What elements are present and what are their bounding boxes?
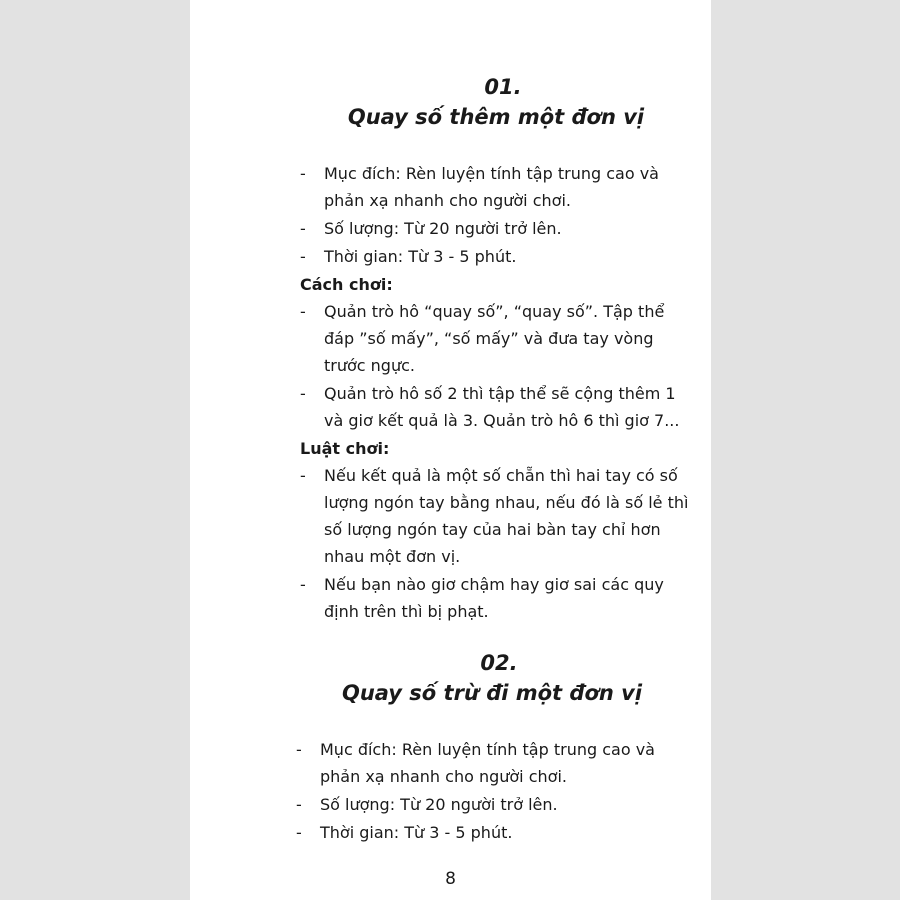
bullet-dash: - [300,384,306,403]
game-info-list [300,160,692,270]
bullet-dash: - [300,247,306,266]
game-info-list [296,736,688,846]
game-number: 02. [480,651,518,675]
game-title: Quay số thêm một đơn vị [347,105,645,129]
rules-heading: Luật chơi: [300,439,390,458]
list-item [296,791,688,818]
info-purpose: Mục đích: Rèn luyện tính tập trung cao và phản xạ nhanh cho người chơi. [320,740,655,786]
list-item [300,243,692,270]
info-purpose: Mục đích: Rèn luyện tính tập trung cao và phản xạ nhanh cho người chơi. [324,164,659,210]
page-number: 8 [445,869,456,889]
list-item [296,819,688,846]
rules-list [300,462,692,625]
list-item [300,571,692,625]
game-number: 01. [484,75,522,99]
list-item [300,462,692,570]
bullet-dash: - [296,823,302,842]
game-section-1 [300,72,692,626]
game-title: Quay số trừ đi một đơn vị [341,681,643,705]
list-item [300,215,692,242]
list-item [300,160,692,214]
rule-text: Nếu kết quả là một số chẵn thì hai tay có số lượng ngón tay bằng nhau, nếu đó là số lẻ thì số lượng ngón tay của hai bàn tay chỉ hơn nhau một đơn vị. [324,466,689,566]
rule-text: Nếu bạn nào giơ chậm hay giơ sai các quy định trên thì bị phạt. [324,575,664,621]
how-to-play-step: Quản trò hô số 2 thì tập thể sẽ cộng thêm 1 và giơ kết quả là 3. Quản trò hô 6 thì giơ 7... [324,384,680,430]
how-to-play-heading: Cách chơi: [300,275,393,294]
bullet-dash: - [300,219,306,238]
bullet-dash: - [296,795,302,814]
book-page [190,0,711,900]
bullet-dash: - [300,575,306,594]
info-duration: Thời gian: Từ 3 - 5 phút. [320,823,513,842]
list-item [300,298,692,379]
info-players: Số lượng: Từ 20 người trở lên. [324,219,562,238]
how-to-play-step: Quản trò hô “quay số”, “quay số”. Tập thể đáp ”số mấy”, “số mấy” và đưa tay vòng trước ngực. [324,302,665,375]
bullet-dash: - [300,466,306,485]
game-section-2 [296,648,688,847]
bullet-dash: - [300,302,306,321]
list-item [300,380,692,434]
info-duration: Thời gian: Từ 3 - 5 phút. [324,247,517,266]
bullet-dash: - [296,740,302,759]
how-to-play-list [300,298,692,434]
bullet-dash: - [300,164,306,183]
list-item [296,736,688,790]
info-players: Số lượng: Từ 20 người trở lên. [320,795,558,814]
